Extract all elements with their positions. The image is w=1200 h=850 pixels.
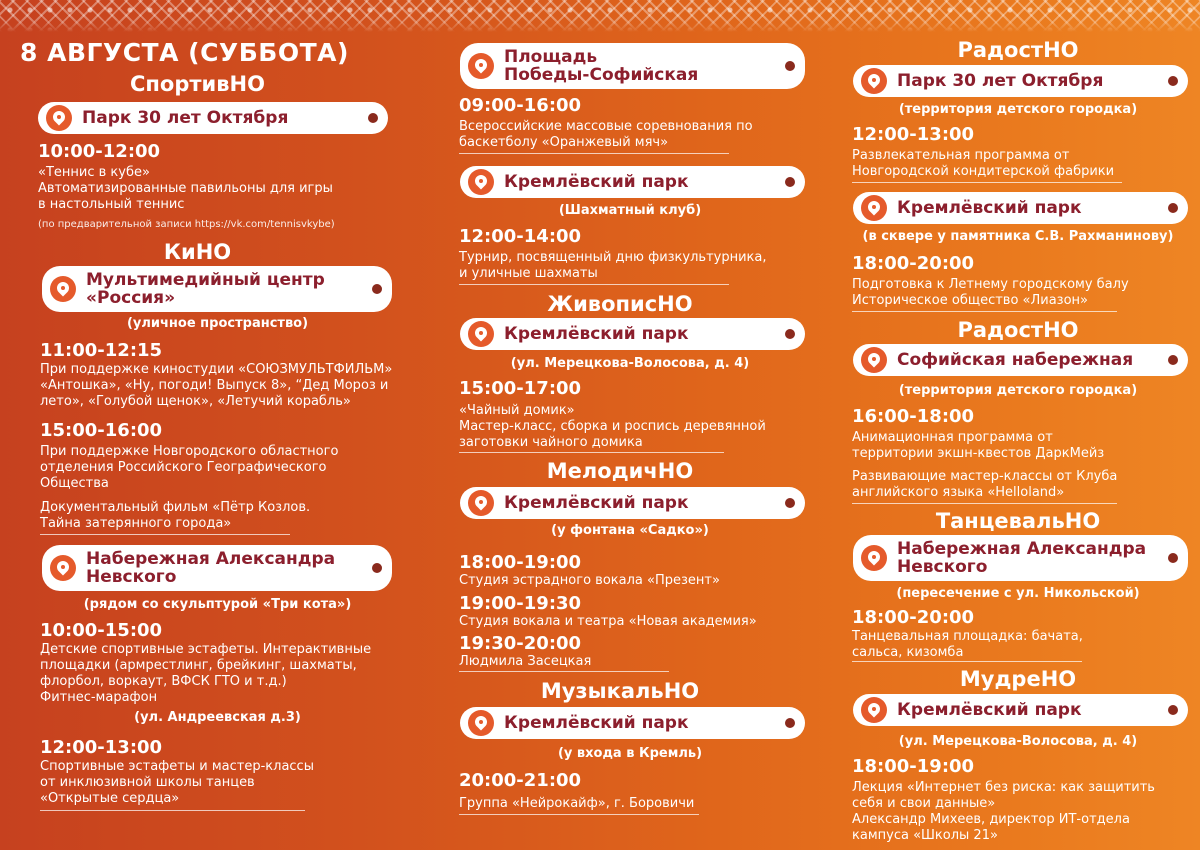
event-time: 12:00-14:00 <box>459 226 582 247</box>
event-time: 09:00-16:00 <box>459 95 582 116</box>
category-kino: КиНО <box>163 240 232 264</box>
event-desc: Танцевальная площадка: бачата, сальса, кизомба <box>852 629 1083 660</box>
event-desc: Турнир, посвященный дню физкультурника, и уличные шахматы <box>459 250 767 281</box>
date-heading: 8 АВГУСТА (СУББОТА) <box>20 38 349 67</box>
event-desc: Лекция «Интернет без риска: как защитить себя и свои данные» Александр Михеев, директор ИТ-отдела кампуса «Школы 21» <box>852 780 1155 843</box>
location-pin-icon <box>468 490 494 516</box>
event-desc: Документальный фильм «Пётр Козлов. Тайна затерянного города» <box>40 500 311 531</box>
place-subtitle: (Шахматный клуб) <box>558 203 702 218</box>
place-pill-embankment[interactable] <box>853 535 1188 581</box>
event-time: 18:00-20:00 <box>852 607 975 628</box>
event-time: 15:00-17:00 <box>459 378 582 399</box>
location-pin-icon <box>861 545 887 571</box>
place-pill-kremlin[interactable] <box>460 487 805 519</box>
underline <box>459 671 669 672</box>
place-label: Парк 30 лет Октября <box>897 71 1104 91</box>
event-time: 12:00-13:00 <box>852 124 975 145</box>
underline <box>852 503 1117 504</box>
category-sport: СпортивНО <box>130 72 265 96</box>
event-desc: Детские спортивные эстафеты. Интерактивные площадки (армрестлинг, брейкинг, шахматы, флорбол, воркаут, ВФСК ГТО и т.д.) Фитнес-марафон <box>40 642 372 705</box>
underline <box>40 534 290 535</box>
underline <box>852 661 1082 662</box>
place-pill-russia[interactable] <box>42 266 392 312</box>
category-melody: МелодичНО <box>546 459 694 483</box>
dot-icon <box>372 563 382 573</box>
place-label: Набережная Александра Невского <box>897 539 1147 577</box>
place-label: Кремлёвский парк <box>897 700 1082 720</box>
place-label: Площадь Победы-Софийская <box>504 47 699 85</box>
dot-icon <box>785 718 795 728</box>
location-pin-icon <box>861 195 887 221</box>
place-label: Софийская набережная <box>897 350 1134 370</box>
event-desc: Студия эстрадного вокала «Презент» <box>459 573 720 588</box>
dot-icon <box>785 177 795 187</box>
place-subtitle: (в сквере у памятника С.В. Рахманинову) <box>862 229 1174 244</box>
location-pin-icon <box>50 276 76 302</box>
event-desc: Студия вокала и театра «Новая академия» <box>459 614 757 629</box>
event-desc: «Теннис в кубе» Автоматизированные павильоны для игры в настольный теннис <box>38 165 333 212</box>
underline <box>852 311 1117 312</box>
location-pin-icon <box>46 105 72 131</box>
dot-icon <box>785 329 795 339</box>
place-pill-park30[interactable] <box>853 65 1188 97</box>
place-pill-sofia[interactable] <box>853 344 1188 376</box>
dot-icon <box>1168 553 1178 563</box>
place-pill-kremlin[interactable] <box>853 192 1188 224</box>
dot-icon <box>1168 203 1178 213</box>
place-label: Кремлёвский парк <box>504 324 689 344</box>
ornament-border <box>0 0 1200 32</box>
category-music: МузыкальНО <box>540 679 700 703</box>
event-desc: Анимационная программа от территории экшн-квестов ДаркМейз <box>852 430 1105 461</box>
place-pill-park30[interactable] <box>38 102 388 134</box>
place-subtitle: (ул. Андреевская д.3) <box>134 710 301 725</box>
place-label: Мультимедийный центр «Россия» <box>86 270 325 308</box>
underline <box>852 182 1122 183</box>
dot-icon <box>372 284 382 294</box>
category-paint: ЖивописНО <box>547 292 693 316</box>
place-subtitle: (уличное пространство) <box>126 316 309 331</box>
place-pill-victory[interactable] <box>460 43 805 89</box>
location-pin-icon <box>50 555 76 581</box>
event-desc: Спортивные эстафеты и мастер-классы от инклюзивной школы танцев «Открытые сердца» <box>40 759 314 806</box>
place-pill-kremlin[interactable] <box>460 166 805 198</box>
dot-icon <box>368 113 378 123</box>
underline <box>459 814 699 815</box>
event-desc: При поддержке киностудии «СОЮЗМУЛЬТФИЛЬМ» «Антошка», «Ну, погоди! Выпуск 8», “Дед Мороз и лето», «Голубой щенок», «Летучий корабль» <box>40 362 393 409</box>
place-subtitle: (территория детского городка) <box>898 383 1138 398</box>
event-time: 10:00-12:00 <box>38 141 161 162</box>
place-subtitle: (пересечение с ул. Никольской) <box>896 586 1140 601</box>
location-pin-icon <box>861 68 887 94</box>
event-desc: При поддержке Новгородского областного отделения Российского Географического Общества <box>40 444 339 491</box>
location-pin-icon <box>468 710 494 736</box>
place-pill-kremlin[interactable] <box>853 694 1188 726</box>
location-pin-icon <box>468 169 494 195</box>
event-desc: Развлекательная программа от Новгородской кондитерской фабрики <box>852 148 1115 179</box>
place-label: Парк 30 лет Октября <box>82 108 289 128</box>
underline <box>459 284 729 285</box>
place-subtitle: (ул. Мерецкова-Волосова, д. 4) <box>510 356 750 371</box>
category-joy: РадостНО <box>957 318 1079 342</box>
event-time: 18:00-19:00 <box>852 756 975 777</box>
place-subtitle: (ул. Мерецкова-Волосова, д. 4) <box>898 734 1138 749</box>
event-time: 18:00-20:00 <box>852 253 975 274</box>
location-pin-icon <box>468 53 494 79</box>
category-dance: ТанцевальНО <box>935 509 1101 533</box>
category-joy: РадостНО <box>957 38 1079 62</box>
underline <box>40 810 305 811</box>
event-desc: Людмила Засецкая <box>459 654 592 669</box>
event-time: 18:00-19:00 <box>459 552 582 573</box>
place-pill-embankment[interactable] <box>42 545 392 591</box>
event-time: 10:00-15:00 <box>40 620 163 641</box>
location-pin-icon <box>861 347 887 373</box>
event-time: 11:00-12:15 <box>40 340 163 361</box>
event-desc: Всероссийские массовые соревнования по баскетболу «Оранжевый мяч» <box>459 119 753 150</box>
event-time: 19:30-20:00 <box>459 633 582 654</box>
place-subtitle: (территория детского городка) <box>898 102 1138 117</box>
event-desc: «Чайный домик» Мастер-класс, сборка и роспись деревянной заготовки чайного домика <box>459 403 766 450</box>
event-desc: Группа «Нейрокайф», г. Боровичи <box>459 796 695 811</box>
place-label: Кремлёвский парк <box>897 198 1082 218</box>
place-pill-kremlin[interactable] <box>460 318 805 350</box>
event-desc: Развивающие мастер-классы от Клуба английского языка «Helloland» <box>852 469 1118 500</box>
dot-icon <box>785 498 795 508</box>
dot-icon <box>785 61 795 71</box>
category-wise: МудреНО <box>959 667 1077 691</box>
place-label: Кремлёвский парк <box>504 493 689 513</box>
event-time: 12:00-13:00 <box>40 737 163 758</box>
place-label: Кремлёвский парк <box>504 713 689 733</box>
event-time: 16:00-18:00 <box>852 406 975 427</box>
place-subtitle: (рядом со скульптурой «Три кота») <box>83 597 352 612</box>
dot-icon <box>1168 76 1178 86</box>
event-note: (по предварительной записи https://vk.com/tennisvkybe) <box>38 219 335 230</box>
event-time: 15:00-16:00 <box>40 420 163 441</box>
underline <box>459 153 729 154</box>
location-pin-icon <box>468 321 494 347</box>
event-time: 19:00-19:30 <box>459 593 582 614</box>
place-subtitle: (у входа в Кремль) <box>557 746 703 761</box>
location-pin-icon <box>861 697 887 723</box>
underline <box>459 452 724 453</box>
place-subtitle: (у фонтана «Садко») <box>551 523 709 538</box>
event-time: 20:00-21:00 <box>459 770 582 791</box>
dot-icon <box>1168 355 1178 365</box>
place-label: Кремлёвский парк <box>504 172 689 192</box>
dot-icon <box>1168 705 1178 715</box>
place-label: Набережная Александра Невского <box>86 549 336 587</box>
place-pill-kremlin[interactable] <box>460 707 805 739</box>
event-desc: Подготовка к Летнему городскому балу Историческое общество «Лиазон» <box>852 277 1129 308</box>
